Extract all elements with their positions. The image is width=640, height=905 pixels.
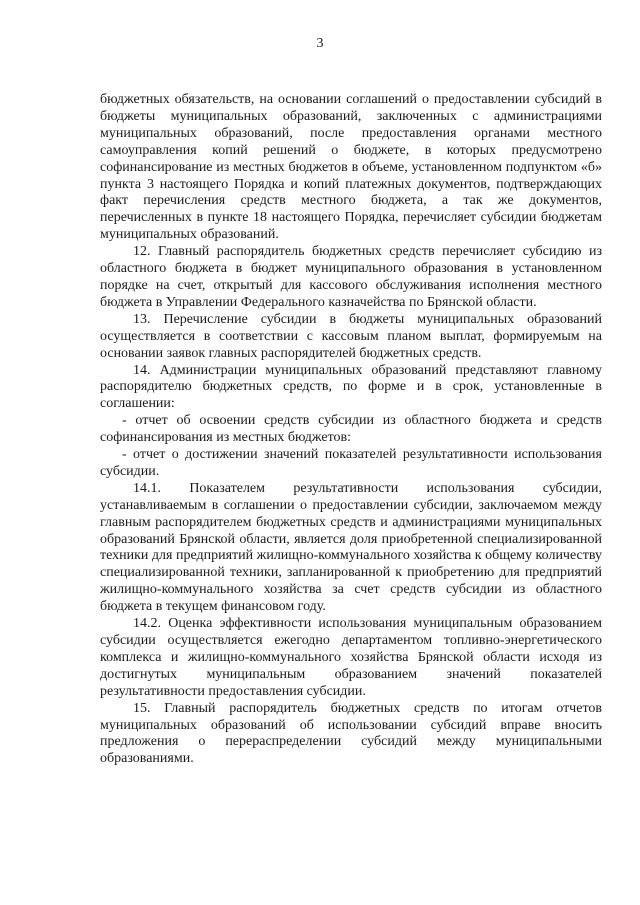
paragraph-14: 14. Администрации муниципальных образований представляют главному распорядителю бюджетных средств, по форме и в срок, установленные в соглашении: [100,362,602,412]
list-item-report-indicators: - отчет о достижении значений показателей результативности использования субсидии. [100,447,602,479]
document-body [100,92,602,768]
paragraph-12: 12. Главный распорядитель бюджетных средств перечисляет субсидию из областного бюджета в бюджет муниципального образования в установленном порядке на счет, открытый для кассового обслуживания исполнения местного бюджета в Управлении Федерального казначейства по Брянской области. [100,244,602,310]
paragraph-continuation: бюджетных обязательств, на основании соглашений о предоставлении субсидий в бюджеты муниципальных образований, заключенных с администрациями муниципальных образований, после предоставления органами местного самоуправления копий решений о бюджете, в которых предусмотрено софинансирование из местных бюджетов в объеме, установленном подпунктом «б» пункта 3 настоящего Порядка и копий платежных документов, подтверждающих факт перечисления средств местного бюджета, а так же документов, перечисленных в пункте 18 настоящего Порядка, перечисляет субсидии бюджетам муниципальных образований. [100,92,602,243]
list-item-report-funds: - отчет об освоении средств субсидии из областного бюджета и средств софинансирования из местных бюджетов: [100,413,602,446]
paragraph-14-2: 14.2. Оценка эффективности использования муниципальным образованием субсидии осуществляется ежегодно департаментом топливно-энергетического комплекса и жилищно-коммунального хозяйства Брянской области исходя из достигнутых муниципальным образованием значений показателей результативности предоставления субсидии. [100,616,602,699]
paragraph-15: 15. Главный распорядитель бюджетных средств по итогам отчетов муниципальных образований об использовании субсидий вправе вносить предложения о перераспределении субсидий между муниципальными образованиями. [100,700,602,767]
paragraph-14-1: 14.1. Показателем результативности использования субсидии, устанавливаемым в соглашении о предоставлении субсидии, заключаемом между главным распорядителем бюджетных средств и администрациями муниципальных образований Брянской области, является доля приобретенной специализированной техники для предприятий жилищно-коммунального хозяйства к общему количеству специализированной техники, запланированной к приобретению для предприятий жилищно-коммунального хозяйства за счет средств субсидии из областного бюджета в текущем финансовом году. [100,480,602,615]
paragraph-13: 13. Перечисление субсидии в бюджеты муниципальных образований осуществляется в соответствии с кассовым планом выплат, формируемым на основании заявок главных распорядителей бюджетных средств. [100,311,602,361]
page-number: 3 [316,36,324,51]
